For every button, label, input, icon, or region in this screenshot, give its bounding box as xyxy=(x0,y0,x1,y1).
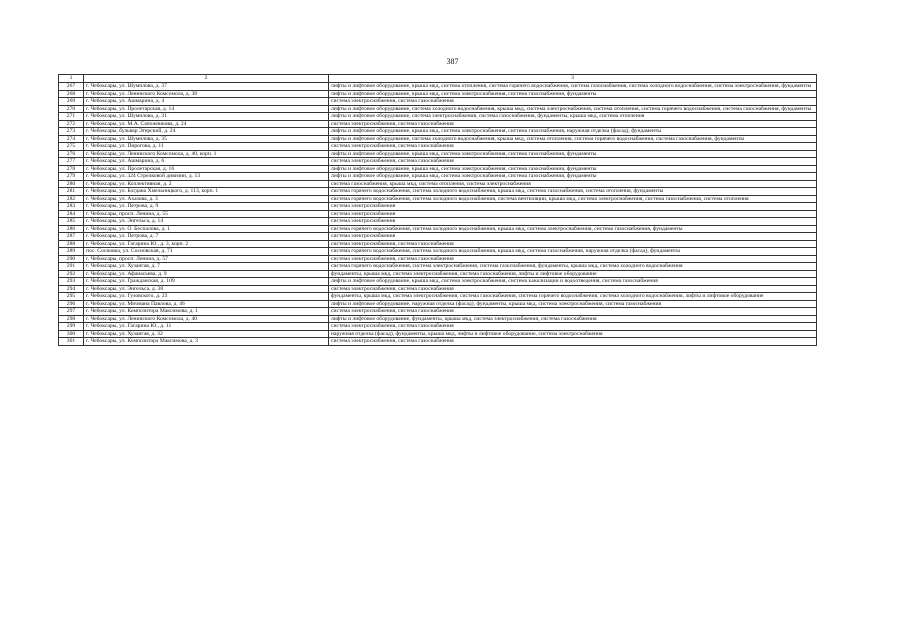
row-works: лифты и лифтовое оборудование, крыша мкд, система отопления, система горячего водоснабжения, система газоснабжения, система холодного водоснабжения, система электроснабжения, фундаменты xyxy=(329,83,817,91)
row-works: фундаменты, крыша мкд, система электроснабжения, система газоснабжения, система горячего водоснабжения, система холодного водоснабжения, лифты и лифтовое оборудование xyxy=(329,293,817,301)
row-works: лифты и лифтовое оборудование, крыша мкд, система электроснабжения, система канализации и водоотведения, система газоснабжения xyxy=(329,278,817,286)
row-works: система электроснабжения xyxy=(329,210,817,218)
row-address: г. Чебоксары, бульвар Эгерский, д. 24 xyxy=(84,128,329,136)
table-row xyxy=(59,210,817,218)
table-row xyxy=(59,195,817,203)
row-address: г. Чебоксары, ул. Богдана Хмельницкого, д. 113, корп. 1 xyxy=(84,188,329,196)
row-works: система электроснабжения, система газоснабжения xyxy=(329,240,817,248)
row-number: 292 xyxy=(59,270,84,278)
row-address: г. Чебоксары, ул. О. Беспалова, д. 1 xyxy=(84,225,329,233)
table-row xyxy=(59,180,817,188)
row-address: г. Чебоксары, ул. Коллективная, д. 2 xyxy=(84,180,329,188)
row-address: г. Чебоксары, ул. Энгельса, д. 14 xyxy=(84,218,329,226)
row-number: 269 xyxy=(59,98,84,106)
row-works: система электроснабжения, система газоснабжения xyxy=(329,308,817,316)
row-works: система электроснабжения, система газоснабжения xyxy=(329,323,817,331)
table-row xyxy=(59,240,817,248)
row-address: г. Чебоксары, ул. Шумилова, д. 37 xyxy=(84,83,329,91)
row-address: г. Чебоксары, ул. Афанасьева, д. 9 xyxy=(84,270,329,278)
row-works: система электроснабжения, система газоснабжения xyxy=(329,143,817,151)
row-address: г. Чебоксары, ул. Хузангая, д. 7 xyxy=(84,263,329,271)
table-row xyxy=(59,120,817,128)
row-number: 294 xyxy=(59,285,84,293)
row-number: 272 xyxy=(59,120,84,128)
row-address: г. Чебоксары, ул. Пирогова, д. 11 xyxy=(84,143,329,151)
table-row xyxy=(59,255,817,263)
row-address: г. Чебоксары, просп. Ленина, д. 57 xyxy=(84,255,329,263)
row-address: г. Чебоксары, ул. Ашмарина, д. 4 xyxy=(84,98,329,106)
row-address: г. Чебоксары, ул. Гражданская, д. 109 xyxy=(84,278,329,286)
row-number: 297 xyxy=(59,308,84,316)
row-address: г. Чебоксары, ул. 324 Стрелковой дивизии, д. 13 xyxy=(84,173,329,181)
table-row xyxy=(59,285,817,293)
row-number: 271 xyxy=(59,113,84,121)
row-works: система электроснабжения, система газоснабжения xyxy=(329,98,817,106)
row-address: г. Чебоксары, ул. Пролетарская, д. 16 xyxy=(84,165,329,173)
row-address: г. Чебоксары, ул. М.А. Сапожникова, д. 24 xyxy=(84,120,329,128)
row-works: лифты и лифтовое оборудование, наружная отделка (фасад), фундаменты, крыша мкд, система электроснабжения, система газоснабжения xyxy=(329,300,817,308)
table-row xyxy=(59,128,817,136)
row-number: 285 xyxy=(59,218,84,226)
row-address: г. Чебоксары, просп. Ленина, д. 55 xyxy=(84,210,329,218)
row-number: 296 xyxy=(59,300,84,308)
table-row xyxy=(59,135,817,143)
row-works: лифты и лифтовое оборудование, крыша мкд, система электроснабжения, система газоснабжения, фундаменты xyxy=(329,165,817,173)
row-address: пос. Сосновка, ул. Сосновская, д. 71 xyxy=(84,248,329,256)
row-number: 293 xyxy=(59,278,84,286)
row-works: лифты и лифтовое оборудование, крыша мкд, система электроснабжения, система газоснабжения, наружная отделка (фасад), фундаменты xyxy=(329,128,817,136)
row-address: г. Чебоксары, ул. Шумилова, д. 35 xyxy=(84,135,329,143)
table-row xyxy=(59,300,817,308)
row-number: 280 xyxy=(59,180,84,188)
row-address: г. Чебоксары, ул. Гагарина Ю., д. 3, корп. 2 xyxy=(84,240,329,248)
row-number: 301 xyxy=(59,338,84,346)
table-row xyxy=(59,165,817,173)
row-number: 283 xyxy=(59,203,84,211)
row-works: система горячего водоснабжения, система холодного водоснабжения, система вентиляции, крыша мкд, система электроснабжения, система газоснабжения, система отопления xyxy=(329,195,817,203)
row-works: система электроснабжения, система газоснабжения xyxy=(329,285,817,293)
row-works: лифты и лифтовое оборудование, крыша мкд, система электроснабжения, система газоснабжения, фундаменты xyxy=(329,173,817,181)
row-number: 295 xyxy=(59,293,84,301)
row-address: г. Чебоксары, ул. Ашмарина, д. 6 xyxy=(84,158,329,166)
row-number: 278 xyxy=(59,165,84,173)
table-row xyxy=(59,308,817,316)
row-works: система электроснабжения, система газоснабжения xyxy=(329,158,817,166)
table-row xyxy=(59,293,817,301)
row-number: 275 xyxy=(59,143,84,151)
row-address: г. Чебоксары, ул. Композитора Максимова, д. 3 xyxy=(84,338,329,346)
table-row xyxy=(59,83,817,91)
table-row xyxy=(59,98,817,106)
row-number: 281 xyxy=(59,188,84,196)
row-works: фундаменты, крыша мкд, система электроснабжения, система газоснабжения, лифты и лифтовое оборудование xyxy=(329,270,817,278)
table-row xyxy=(59,173,817,181)
table-row xyxy=(59,248,817,256)
row-works: лифты и лифтовое оборудование, крыша мкд, система электроснабжения, система газоснабжения, фундаменты xyxy=(329,150,817,158)
row-works: лифты и лифтовое оборудование, система электроснабжения, система газоснабжения, фундаменты, крыша мкд, система отопления xyxy=(329,113,817,121)
table-row xyxy=(59,315,817,323)
row-number: 276 xyxy=(59,150,84,158)
table-row xyxy=(59,150,817,158)
page-number: 387 xyxy=(446,57,459,66)
table-row xyxy=(59,330,817,338)
table-row xyxy=(59,263,817,271)
row-works: система газоснабжения, крыша мкд, система отопления, система электроснабжения xyxy=(329,180,817,188)
row-address: г. Чебоксары, ул. Ленинского Комсомола, д. 40 xyxy=(84,315,329,323)
header-col-1: 1 xyxy=(59,75,84,83)
table-row xyxy=(59,225,817,233)
table-row xyxy=(59,143,817,151)
row-number: 284 xyxy=(59,210,84,218)
row-number: 279 xyxy=(59,173,84,181)
row-works: лифты и лифтовое оборудование, крыша мкд, система электроснабжения, система газоснабжения, фундаменты xyxy=(329,90,817,98)
row-works: лифты и лифтовое оборудование, система холодного водоснабжения, крыша мкд, система электроснабжения, система отопления, система горячего водоснабжения, система газоснабжения, фундаменты xyxy=(329,105,817,113)
row-number: 299 xyxy=(59,323,84,331)
row-works: система горячего водоснабжения, система электроснабжения, система газоснабжения, фундаменты, крыша мкд, система холодного водоснабжения xyxy=(329,263,817,271)
row-number: 290 xyxy=(59,255,84,263)
row-address: г. Чебоксары, ул. Ленинского Комсомола, д. 40, корп. 1 xyxy=(84,150,329,158)
table-body xyxy=(59,75,817,346)
table-row xyxy=(59,233,817,241)
row-works: система электроснабжения, система газоснабжения xyxy=(329,255,817,263)
row-works: наружная отделка (фасад), фундаменты, крыша мкд, лифты и лифтовое оборудование, система электроснабжения xyxy=(329,330,817,338)
table-header-row xyxy=(59,75,817,83)
row-address: г. Чебоксары, ул. Мичмана Павлова, д. 46 xyxy=(84,300,329,308)
row-number: 286 xyxy=(59,225,84,233)
row-address: г. Чебоксары, ул. Петрова, д. 9 xyxy=(84,203,329,211)
row-works: лифты и лифтовое оборудование, система холодного водоснабжения, крыша мкд, система отопления, система горячего водоснабжения, система газоснабжения, фундаменты xyxy=(329,135,817,143)
row-works: система горячего водоснабжения, система холодного водоснабжения, крыша мкд, система газоснабжения, система отопления, фундаменты xyxy=(329,188,817,196)
header-col-2: 2 xyxy=(84,75,329,83)
row-number: 289 xyxy=(59,248,84,256)
row-number: 277 xyxy=(59,158,84,166)
row-works: лифты и лифтовое оборудование, фундаменты, крыша мкд, система электроснабжения, система газоснабжения xyxy=(329,315,817,323)
row-address: г. Чебоксары, ул. Гагарина Ю., д. 11 xyxy=(84,323,329,331)
row-works: система электроснабжения xyxy=(329,218,817,226)
row-address: г. Чебоксары, ул. Хузангая, д. 32 xyxy=(84,330,329,338)
row-address: г. Чебоксары, ул. Энгельса, д. 38 xyxy=(84,285,329,293)
row-address: г. Чебоксары, ул. Ленинского Комсомола, д. 38 xyxy=(84,90,329,98)
row-address: г. Чебоксары, ул. Ахазова, д. 3 xyxy=(84,195,329,203)
table-row xyxy=(59,188,817,196)
row-works: система горячего водоснабжения, система холодного водоснабжения, крыша мкд, система электроснабжения, система газоснабжения, фундаменты xyxy=(329,225,817,233)
row-address: г. Чебоксары, ул. Пролетарская, д. 14 xyxy=(84,105,329,113)
row-number: 267 xyxy=(59,83,84,91)
row-works: система электроснабжения, система газоснабжения xyxy=(329,338,817,346)
row-works: система горячего водоснабжения, система холодного водоснабжения, крыша мкд, система газоснабжения, наружная отделка (фасад), фундаменты xyxy=(329,248,817,256)
table-row xyxy=(59,278,817,286)
table-row xyxy=(59,113,817,121)
row-number: 274 xyxy=(59,135,84,143)
table-row xyxy=(59,323,817,331)
row-address: г. Чебоксары, ул. Гузовского, д. 23 xyxy=(84,293,329,301)
row-number: 291 xyxy=(59,263,84,271)
row-number: 298 xyxy=(59,315,84,323)
row-number: 268 xyxy=(59,90,84,98)
header-col-3: 3 xyxy=(329,75,817,83)
row-works: система электроснабжения xyxy=(329,233,817,241)
row-number: 270 xyxy=(59,105,84,113)
table-row xyxy=(59,218,817,226)
works-table xyxy=(58,74,817,346)
table-row xyxy=(59,203,817,211)
row-address: г. Чебоксары, ул. Петрова, д. 7 xyxy=(84,233,329,241)
row-number: 300 xyxy=(59,330,84,338)
row-works: система электроснабжения, система газоснабжения xyxy=(329,120,817,128)
row-number: 287 xyxy=(59,233,84,241)
table-row xyxy=(59,90,817,98)
row-works: система электроснабжения xyxy=(329,203,817,211)
table-row xyxy=(59,270,817,278)
table-row xyxy=(59,338,817,346)
table-row xyxy=(59,105,817,113)
table-row xyxy=(59,158,817,166)
row-address: г. Чебоксары, ул. Шумилова, д. 31 xyxy=(84,113,329,121)
row-number: 273 xyxy=(59,128,84,136)
row-number: 288 xyxy=(59,240,84,248)
row-address: г. Чебоксары, ул. Композитора Максимова, д. 1 xyxy=(84,308,329,316)
row-number: 282 xyxy=(59,195,84,203)
